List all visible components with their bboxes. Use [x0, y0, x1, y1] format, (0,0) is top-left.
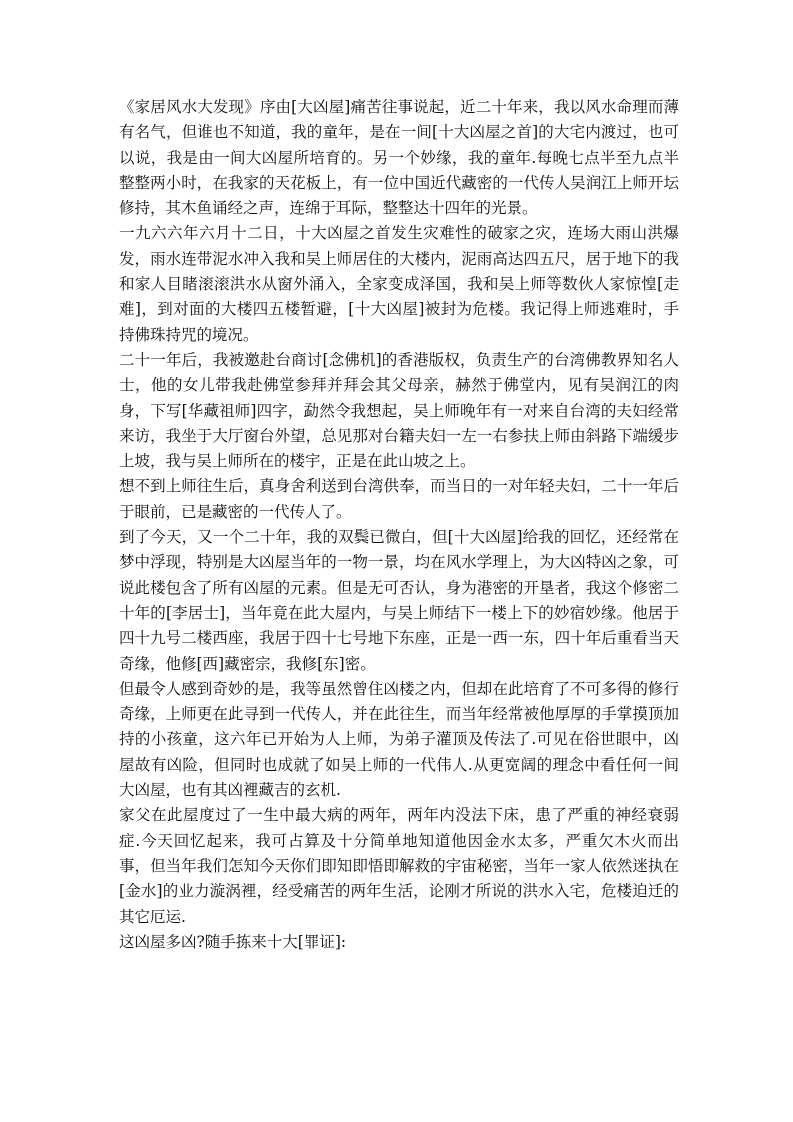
paragraph-wonder: 但最令人感到奇妙的是，我等虽然曾住凶楼之内，但却在此培育了不可多得的修行奇缘，上师更在此寻到一代传人，并在此往生，而当年经常被他厚厚的手掌摸顶加持的小孩童，这六年已开始为人上师，为弟子灌顶及传法了.可见在俗世眼中，凶屋故有凶险，但同时也成就了如吴上师的一代伟人.从更宽阔的理念中看任何一间大凶屋，也有其凶裡藏吉的玄机.: [119, 679, 679, 800]
paragraph-preface: 《家居风水大发现》序由[大凶屋]痛苦往事说起，近二十年来，我以风水命理而薄有名气，但谁也不知道，我的童年，是在一间[十大凶屋之首]的大宅内渡过，也可以说，我是由一间大凶屋所培育的。另一个妙缘，我的童年.每晚七点半至九点半整整两小时，在我家的天花板上，有一位中国近代藏密的一代传人吴润江上师开坛修持，其木鱼诵经之声，连绵于耳际，整整达十四年的光景。: [119, 98, 679, 218]
paragraph-successor: 想不到上师往生后，真身舍利送到台湾供奉，而当日的一对年轻夫妇，二十一年后于眼前，已是藏密的一代传人了。: [119, 477, 679, 521]
paragraph-evidence-intro: 这凶屋多凶?随手拣来十大[罪证]:: [119, 932, 347, 951]
document-body: [119, 95, 679, 955]
paragraph-twenty-years: 到了今天，又一个二十年，我的双鬓已微白，但[十大凶屋]给我的回忆，还经常在梦中浮现，特别是大凶屋当年的一物一景，均在风水学理上，为大凶特凶之象，可说此楼包含了所有凶屋的元素。但是无可否认，身为港密的开垦者，我这个修密二十年的[李居士]，当年竟在此大屋内，与吴上师结下一楼上下的妙宿妙缘。他居于四十九号二楼西座，我居于四十七号地下东座，正是一西一东，四十年后重看当天奇缘，他修[西]藏密宗，我修[东]密。: [119, 528, 679, 673]
paragraph-father-illness: 家父在此屋度过了一生中最大病的两年，两年内没法下床，患了严重的神经衰弱症.今天回忆起来，我可占算及十分简单地知道他因金水太多，严重欠木火而出事，但当年我们怎知今天你们即知即悟即解救的宇宙秘密，当年一家人依然迷执在[金水]的业力漩涡裡，经受痛苦的两年生活，论刚才所说的洪水入宅，危楼迫迁的其它厄运.: [119, 806, 679, 926]
paragraph-taiwan-visit: 二十一年后，我被邀赴台商讨[念佛机]的香港版权，负责生产的台湾佛教界知名人士，他的女儿带我赴佛堂参拜并拜会其父母亲，赫然于佛堂内，见有吴润江的肉身，下写[华藏祖师]四字，勐然令我想起，吴上师晚年有一对来自台湾的夫妇经常来访，我坐于大厅窗台外望，总见那对台籍夫妇一左一右参扶上师由斜路下端缓步上坡，我与吴上师所在的楼宇，正是在此山坡之上。: [119, 350, 679, 471]
paragraph-flood: 一九六六年六月十二日，十大凶屋之首发生灾难性的破家之灾，连场大雨山洪爆发，雨水连带泥水冲入我和吴上师居住的大楼内，泥雨高达四五尺，居于地下的我和家人目睹滚滚洪水从窗外涌入，全家变成泽国，我和吴上师等数伙人家惊惶[走难]，到对面的大楼四五楼暂避，[十大凶屋]被封为危楼。我记得上师逃难时，手持佛珠持咒的境况。: [119, 224, 679, 344]
